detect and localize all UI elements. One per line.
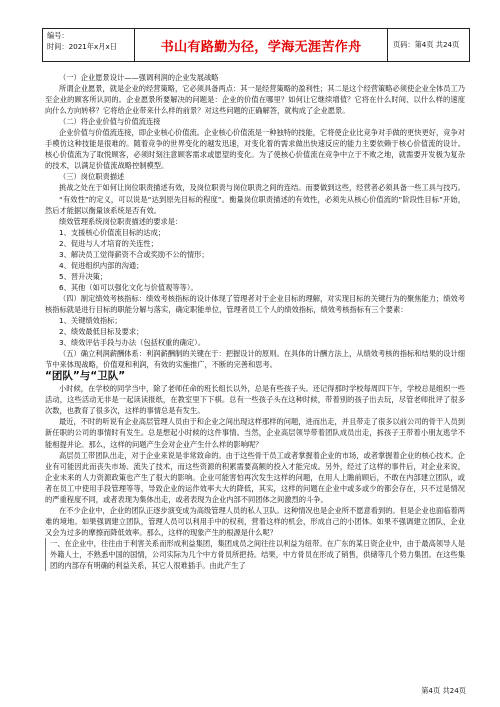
page-footer: 第4页 共24页 [421,686,466,695]
paragraph: 一、在企业中，往往由于利害关系而形成利益集团，集团成员之间往往以利益为纽带。在广东的某日资企业中，由于最高领导人是外籍人士，不熟悉中国的国情，公司实际为几个中方骨员所把持。结果，中方骨员在形成了销售，供储等几个势力集团。在这些集团的内部存有明确的利益关系，其它人很难插手。由此产生了 [45,538,465,571]
list-item: 3、绩效评估手段与办法（包括权重的确定）。 [59,338,205,348]
header-table [42,28,470,62]
section-heading-1: （一）企业愿景设计——强调利润的企业发展战略 [59,73,219,82]
paragraph: 高层员工带团队出走，对于企业来说是非常致命的。由于这些骨干员工或者掌握着企业的市场，或者掌握着企业的核心技术。企业有可能因此而丧失市场、流失了技术，而这些资源的积累需要高额的投入才能完成。另外，经过了这样的事件后，对企业来说，企业未来的人力资源政策也产生了很大的影响。企业可能害怕再次发生这样的问题，在用人上瞻前顾后，不敢在内部建立团队，或者在员工中使用手段管理等等，导致企业的运作效率大大的降低，其实，这样的问题在企业中或多或少的都会存在，只不过是情况的严重程度不同，或者表现为集体出走，或者表现为企业内部不同团体之间激烈的斗争。 [45,450,466,504]
list-item: 1、关键绩效指标； [59,316,122,326]
paragraph: 企业价值与价值流连接，即企业核心价值流。企业核心价值流是一种独特的技能，它将使企业比竞争对手做的更快更好，竞争对手模仿这种技能是很难的。随着竞争的世界变化的越发迅速，对变化着的需求做出快速反应的能力主要依赖于核心价值流的设计。核心价值流为了取悦顾客，必须时刻注意顾客需求或愿望的变化。为了使核心价值流在竞争中立于不败之地，就需要开发极为复杂的技术，以满足价值流战略控制模型。 [45,128,466,171]
paragraph: 绩效管理系统岗位职责描述的要求是： [59,216,183,226]
article-title: “团队”与“卫队” [45,370,126,383]
document-body [45,72,465,571]
paragraph: （四）制定绩效考核指标：绩效考核指标的设计体现了管理者对于企业目标的理解，对实现目标的关键行为的聚焦能力；绩效考核指标就是进行目标的职能分解与落实，确定职能单位，管理者员工个人的绩效指标，绩效考核指标有三个要素： [45,293,466,314]
paragraph: 所谓企业愿景，就是企业的经营策略，它必须具备两点：其一是经营策略的盈利性；其二是这个经营策略必须使企业全体员工乃至企业的顾客所认同的。企业愿景所要解决的问题是：企业的价值在哪里？如何让它继续增值？它将在什么时间、以什么样的速度向什么方向转移？它将给企业带来什么样的前景？对这些问题的正确解答，就构成了企业愿景。 [45,84,466,116]
list-item: 6、其他（如可以强化文化与价值观等等）。 [59,282,198,292]
paragraph: 小时候，在学校的同学当中，除了老师任命的班长组长以外，总是有些孩子头。还记得那时学校每周四下午，学校总是组织一些活动，这些活动无非是一起读读报纸，在教室里下下棋。总有一些孩子头在这种时候，带着别的孩子出去玩，尽管老师批评了很多次数，也教育了很多次，这样的事情总是有发生。 [45,384,466,416]
section-heading-2: （二）将企业价值与价值流连接 [59,117,161,127]
section-heading-3: （三）岗位职责描述 [59,172,125,182]
paragraph: 挑战之处在于如何让岗位职责描述有效，及岗位职责与岗位职责之间的连结。而要做到这些，经营者必须具备一些工具与技巧。 [59,183,466,193]
list-item: 3、解决员工觉得薪资不合或奖励不公的情形； [59,249,209,259]
list-item: 5、晋升决策； [59,271,108,281]
paragraph: “有效性”的定义，可以说是“达到原先目标的程度”。衡量岗位职责描述的有效性，必须先从核心价值流的“阶段性目标”开始，然后才能据以衡量该系统是否有效。 [45,194,465,215]
list-item: 2、促进与人才培育的关连性； [59,238,158,248]
doc-number-label: 编号： [47,31,69,40]
list-item: 4、促进组织内部的沟通； [59,260,144,270]
paragraph: 在不少企业中，企业的团队正逐步演变成为高级管理人员的私人卫队。这种情况也是企业所不愿意看到的。但是企业也面临着两难的境地。如果强调建立团队，管理人员可以利用手中的权利，营着这样的机会，形成自己的小团体。如果不强调建立团队，企业又会为过多的摩擦而降低效率。那么，这样的现象产生的根源是什么呢？ [45,505,466,537]
time-label: 时间：2021年x月x日 [47,41,117,51]
paragraph: （五）确立利润薪酬体系：利润薪酬制的关键在于：把握设计的原则。在具体的计酬方法上，从绩效考核的指标和结果的设计细节中来体现战略，价值观和利润，有效的实施推广，不断的完善和思考。 [45,349,466,370]
list-item: 1、支援核心价值流目标的达成； [59,227,166,237]
header-motto: 书山有路勤为径，学海无涯苦作舟 [135,29,388,61]
header-page-label: 页码：第4页 共24页 [393,40,460,49]
list-item: 2、绩效最低目标及要求； [59,327,144,337]
header-left-cell [43,29,135,61]
paragraph: 最近，不时的听说有企业高层管理人员由于和企业之间出现这样那样的问题，进而出走，并且带走了很多以前公司的骨干人员到新任职的公司的事情时有发生。总是想起小时候的这件事情。当然，企业高层领导带着团队成员出走，拆孩子王带着小朋友逃学不能相提并论。那么，这样的问题产生会对企业产生什么样的影响呢？ [45,417,466,449]
